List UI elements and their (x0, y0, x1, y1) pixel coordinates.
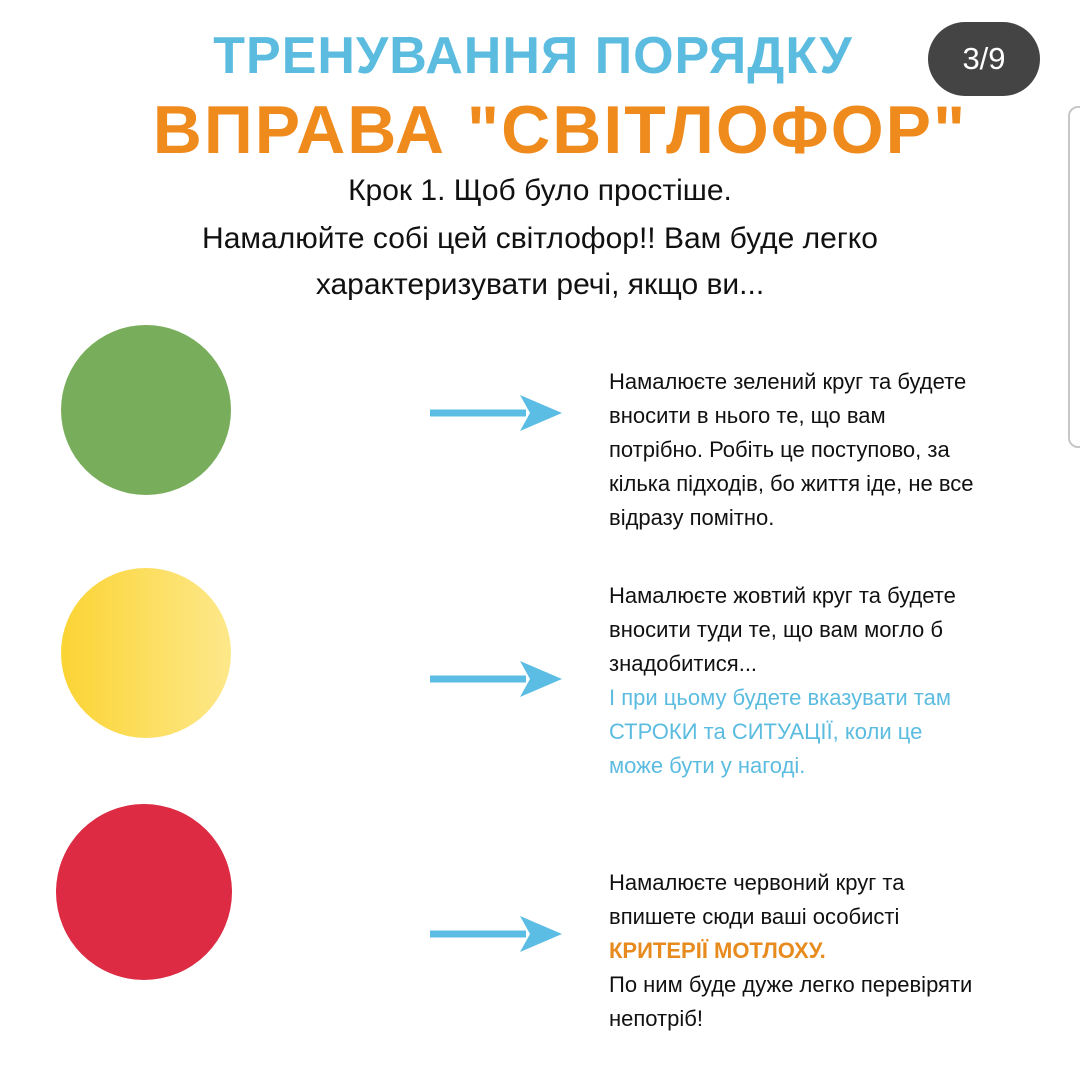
red-description (609, 866, 1049, 1036)
desc-line: непотріб! (609, 1006, 703, 1031)
desc-line: відразу помітно. (609, 505, 775, 530)
desc-note-line: може бути у нагоді. (609, 753, 806, 778)
desc-note-line: І при цьому будете вказувати там (609, 685, 951, 710)
intro-line-3: характеризувати речі, якщо ви... (315, 268, 765, 301)
green-description (609, 365, 1049, 535)
intro-line-2: Намалюйте собі цей світлофор!! Вам буде легко (202, 222, 878, 255)
desc-line: кілька підходів, бо життя іде, не все (609, 471, 974, 496)
desc-line: вносити в нього те, що вам (609, 403, 886, 428)
desc-line: Намалюєте червоний круг та (609, 870, 905, 895)
desc-line: По ним буде дуже легко перевіряти (609, 972, 973, 997)
desc-note-line: СТРОКИ та СИТУАЦІЇ, коли це (609, 719, 923, 744)
desc-line: впишете сюди ваші особисті (609, 904, 900, 929)
red-circle (56, 804, 232, 980)
desc-line: Намалюєте зелений круг та будете (609, 369, 967, 394)
green-circle (61, 325, 231, 495)
page-indicator-badge[interactable]: 3/9 (928, 22, 1040, 96)
arrow-right-icon (430, 393, 562, 433)
desc-line: знадобитися... (609, 651, 758, 676)
desc-line: потрібно. Робіть це поступово, за (609, 437, 950, 462)
yellow-description (609, 579, 1049, 783)
title-top: ТРЕНУВАННЯ ПОРЯДКУ (213, 27, 853, 85)
desc-line: вносити туди те, що вам могло б (609, 617, 944, 642)
arrow-right-icon (430, 659, 562, 699)
criteria-highlight: КРИТЕРІЇ МОТЛОХУ. (609, 938, 826, 963)
yellow-circle (61, 568, 231, 738)
title-main: ВПРАВА "СВІТЛОФОР" (152, 92, 968, 168)
intro-line-1: Крок 1. Щоб було простіше. (348, 174, 732, 207)
arrow-right-icon (430, 914, 562, 954)
desc-line: Намалюєте жовтий круг та будете (609, 583, 956, 608)
